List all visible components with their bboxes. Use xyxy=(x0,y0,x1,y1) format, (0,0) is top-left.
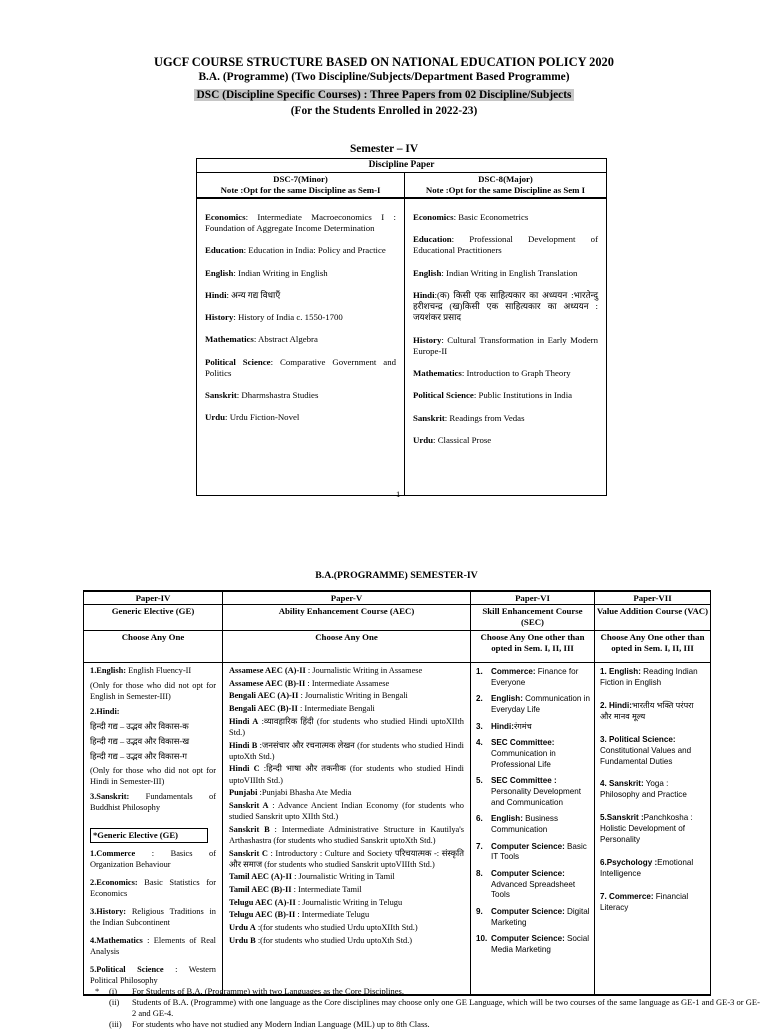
item-text: Computer Science: Advanced Spreadsheet Tools xyxy=(491,869,576,900)
ge-item: 2.Hindi: xyxy=(90,706,120,716)
sec-item xyxy=(476,814,591,835)
aec-item: Urdu B :(for students who studied Urdu uptoXth Std.) xyxy=(229,935,413,945)
vac-item: 2. Hindi:भारतीय भक्ति परंपरा और मानव मूल्य xyxy=(600,700,694,721)
footnotes xyxy=(95,986,763,1030)
ge-cell xyxy=(84,663,223,995)
aec-item: Sanskrit A : Advance Ancient Indian Economy (for students who studied Sanskrit upto XIIth Std.) xyxy=(229,800,464,822)
paper-vi-header: Paper-VI xyxy=(471,591,595,605)
item-text: Computer Science: Digital Marketing xyxy=(491,907,590,927)
vac-type-header: Value Addition Course (VAC) xyxy=(595,605,711,631)
doc-subtitle: B.A. (Programme) (Two Discipline/Subjects/Department Based Programme) xyxy=(198,71,570,84)
ge-item: हिन्दी गद्य – उद्भव और विकास-ख xyxy=(90,736,190,746)
ge-item: 4.Mathematics : Elements of Real Analysis xyxy=(90,935,216,956)
choose-row xyxy=(84,631,711,663)
item-text: Computer Science: Social Media Marketing xyxy=(491,934,590,955)
dsc-highlight-line xyxy=(0,86,768,104)
semester4-heading: B.A.(PROGRAMME) SEMESTER-IV xyxy=(315,570,478,581)
page-number: 1 xyxy=(396,489,401,499)
sec-item xyxy=(476,842,591,863)
aec-item: Sanskrit C : Introductory : Culture and Society परिचयात्मक -: संस्कृति और समाज (for students who studied Sanskrit uptoVIIIth Std.) xyxy=(229,848,464,869)
sec-item xyxy=(476,738,591,770)
item-number: 10. xyxy=(476,934,488,944)
footnote-label: (ii) xyxy=(109,997,120,1008)
aec-item: Punjabi :Punjabi Bhasha Ate Media xyxy=(229,788,352,798)
dsc7-note: Note :Opt for the same Discipline as Sem-I xyxy=(220,184,381,195)
sec-type-header: Skill Enhancement Course (SEC) xyxy=(471,605,595,631)
paper-iv-header: Paper-IV xyxy=(84,591,223,605)
dsc8-note: Note :Opt for the same Discipline as Sem I xyxy=(425,184,586,195)
course-item: Economics: Intermediate Macroeconomics I : Foundation of Aggregate Income Determination xyxy=(205,211,396,234)
course-item: English: Indian Writing in English Translation xyxy=(413,267,578,278)
ge-item: 3.History: Religious Traditions in the Indian Subcontinent xyxy=(90,907,216,927)
ge-item: 5.Political Science : Western Political Philosophy xyxy=(90,964,216,985)
aec-cell xyxy=(223,663,471,995)
footnote-text: Students of B.A. (Programme) with one language as the Core disciplines may choose only one GE Language, which will be two courses of the same language as GE-1 and GE-3 or GE-2 and GE-4. xyxy=(132,997,760,1019)
sec-cell xyxy=(471,663,595,995)
footnote-label: (iii) xyxy=(109,1019,122,1030)
course-item: English: Indian Writing in English xyxy=(205,267,328,278)
course-item: Political Science: Public Institutions in India xyxy=(413,390,573,401)
ge-item: (Only for those who did not opt for English in Semester-III) xyxy=(90,680,216,701)
item-number: 2. xyxy=(476,694,483,704)
vac-item: 7. Commerce: Financial Literacy xyxy=(600,891,689,912)
item-text: English: Business Communication xyxy=(491,814,559,835)
item-number: 3. xyxy=(476,721,483,731)
item-text: English: Communication in Everyday Life xyxy=(491,694,590,715)
item-number: 5. xyxy=(476,776,483,786)
ge-item: 2.Economics: Basic Statistics for Economics xyxy=(90,878,216,899)
course-item: Urdu: Classical Prose xyxy=(413,434,492,445)
footnote xyxy=(95,997,763,1019)
course-item: History: Cultural Transformation in Early Modern Europe-II xyxy=(413,334,599,356)
item-number: 1. xyxy=(476,667,483,676)
ge-choose-note: Choose Any One xyxy=(84,631,223,663)
document-header xyxy=(0,54,768,119)
sec-item xyxy=(476,869,591,901)
item-number: 8. xyxy=(476,869,483,879)
vac-item: 6.Psychology :Emotional Intelligence xyxy=(600,858,694,878)
item-text: Commerce: Finance for Everyone xyxy=(491,667,579,687)
enrolled-note: (For the Students Enrolled in 2022-23) xyxy=(290,104,478,117)
table-caption: Discipline Paper xyxy=(197,159,607,173)
footnote-star: * xyxy=(95,986,100,996)
course-item: Hindi:(क) किसी एक साहित्यकार का अध्ययन :भारतेन्दु हरीशचन्द्र (ख)किसी एक साहित्यकार का अध्ययन : जयशंकर प्रसाद xyxy=(413,289,599,323)
paper-vii-header: Paper-VII xyxy=(595,591,711,605)
highlighted-text: DSC (Discipline Specific Courses) : Three Papers from 02 Discipline/Subjects xyxy=(194,89,575,101)
item-text: Computer Science: Basic IT Tools xyxy=(491,841,587,862)
footnote-star xyxy=(95,1019,109,1030)
paper-header-row xyxy=(84,591,711,605)
vac-choose-note: Choose Any One other than opted in Sem. I, II, III xyxy=(595,631,711,663)
aec-item: Tamil AEC (A)-II : Journalistic Writing in Tamil xyxy=(229,872,395,882)
sec-item xyxy=(476,667,591,688)
item-number: 9. xyxy=(476,907,483,917)
sec-choose-note: Choose Any One other than opted in Sem. I, II, III xyxy=(471,631,595,663)
aec-choose-note: Choose Any One xyxy=(223,631,471,663)
vac-item: 3. Political Science: Constitutional Values and Fundamental Duties xyxy=(600,734,692,766)
aec-item: Hindi A :व्यावहारिक हिंदी (for students who studied Hindi uptoXIIth Std.) xyxy=(229,716,464,737)
footnote xyxy=(95,986,763,997)
ge-item: 1.English: English Fluency-II xyxy=(90,666,192,675)
course-item: Economics: Basic Econometrics xyxy=(413,211,529,222)
vac-item: 5.Sanskrit :Panchkosha : Holistic Development of Personality xyxy=(600,813,693,845)
aec-item: Sanskrit B : Intermediate Administrative Structure in Kautilya's Arthashastra (for students who studied Sanskrit uptoXth Std.) xyxy=(229,824,464,845)
ge-item: हिन्दी गद्य – उद्भव और विकास-ग xyxy=(90,751,187,761)
ge-item: (Only for those who did not opt for Hindi in Semester-III) xyxy=(90,766,216,787)
aec-item: Bengali AEC (B)-II : Intermediate Bengali xyxy=(229,704,375,714)
sec-item xyxy=(476,934,591,955)
course-item: History: History of India c. 1550-1700 xyxy=(205,312,343,323)
dsc8-major-header xyxy=(405,173,607,198)
ge-item: 3.Sanskrit: Fundamentals of Buddhist Philosophy xyxy=(90,792,216,813)
course-item: Sanskrit: Readings from Vedas xyxy=(413,412,525,423)
item-text: Hindi:रंगमंच xyxy=(491,721,532,731)
vac-item: 4. Sanskrit: Yoga : Philosophy and Practice xyxy=(600,779,687,800)
ge-language-list xyxy=(90,666,216,814)
minor-course-list xyxy=(197,198,405,496)
ge-item: हिन्दी गद्य – उद्भव और विकास-क xyxy=(90,721,189,731)
item-number: 7. xyxy=(476,841,483,851)
sec-item xyxy=(476,907,591,928)
vac-item: 1. English: Reading Indian Fiction in English xyxy=(600,667,698,687)
vac-cell xyxy=(595,663,711,995)
major-course-list xyxy=(405,198,607,496)
semester-heading: Semester – IV xyxy=(349,143,419,155)
dsc7-minor-header xyxy=(197,173,405,198)
footnote-text: For Students of B.A. (Programme) with two Languages as the Core Disciplines. xyxy=(132,986,404,996)
generic-elective-box: *Generic Elective (GE) xyxy=(90,828,208,843)
footnote-label: (i) xyxy=(109,986,118,996)
discipline-paper-table xyxy=(196,158,607,496)
course-item: Mathematics: Introduction to Graph Theory xyxy=(413,368,571,379)
ge-subject-list xyxy=(90,849,216,986)
papers-table xyxy=(83,590,711,996)
course-item: Urdu: Urdu Fiction-Novel xyxy=(205,412,300,423)
course-item: Hindi: अन्य गद्य विधाएँ xyxy=(205,289,281,300)
course-item: Sanskrit: Dharmshastra Studies xyxy=(205,390,319,401)
aec-item: Telugu AEC (B)-II : Intermediate Telugu xyxy=(229,910,370,920)
ge-item: 1.Commerce : Basics of Organization Behaviour xyxy=(90,849,216,870)
item-text: SEC Committee : Personality Development and Communication xyxy=(491,776,581,807)
paper-v-header: Paper-V xyxy=(223,591,471,605)
course-item: Education: Professional Development of Educational Practitioners xyxy=(413,234,599,256)
footnote xyxy=(95,1019,763,1030)
aec-item: Urdu A :(for students who studied Urdu uptoXIIth Std.) xyxy=(229,923,418,933)
aec-item: Assamese AEC (A)-II : Journalistic Writing in Assamese xyxy=(229,666,423,675)
course-item: Education: Education in India: Policy and Practice xyxy=(205,245,386,256)
aec-item: Telugu AEC (A)-II : Journalistic Writing in Telugu xyxy=(229,897,403,907)
aec-item: Hindi C :हिन्दी भाषा और तकनीक (for students who studied Hindi uptoVIIIth Std.) xyxy=(229,764,464,785)
footnote-star xyxy=(95,997,109,1019)
doc-title: UGCF COURSE STRUCTURE BASED ON NATIONAL EDUCATION POLICY 2020 xyxy=(154,55,614,69)
sec-item xyxy=(476,776,591,808)
aec-type-header: Ability Enhancement Course (AEC) xyxy=(223,605,471,631)
course-item: Mathematics: Abstract Algebra xyxy=(205,334,318,345)
aec-item: Assamese AEC (B)-II : Intermediate Assamese xyxy=(229,678,390,688)
dsc8-title: DSC-8(Major) xyxy=(478,174,533,184)
sec-item xyxy=(476,722,591,733)
aec-item: Tamil AEC (B)-II : Intermediate Tamil xyxy=(229,885,362,895)
aec-item: Hindi B :जनसंचार और रचनात्मक लेखन (for students who studied Hindi uptoXth Std.) xyxy=(229,740,464,761)
ge-type-header: Generic Elective (GE) xyxy=(84,605,223,631)
table-body-row xyxy=(84,663,711,995)
aec-item: Bengali AEC (A)-II : Journalistic Writing in Bengali xyxy=(229,691,408,701)
course-item: Political Science: Comparative Government and Politics xyxy=(205,356,397,378)
item-text: SEC Committee: Communication in Professional Life xyxy=(491,738,556,769)
item-number: 4. xyxy=(476,738,483,748)
dsc7-title: DSC-7(Minor) xyxy=(273,174,328,184)
sec-item xyxy=(476,694,591,715)
item-number: 6. xyxy=(476,814,483,824)
footnote-text: For students who have not studied any Modern Indian Language (MIL) up to 8th Class. xyxy=(132,1019,430,1030)
course-type-row xyxy=(84,605,711,631)
